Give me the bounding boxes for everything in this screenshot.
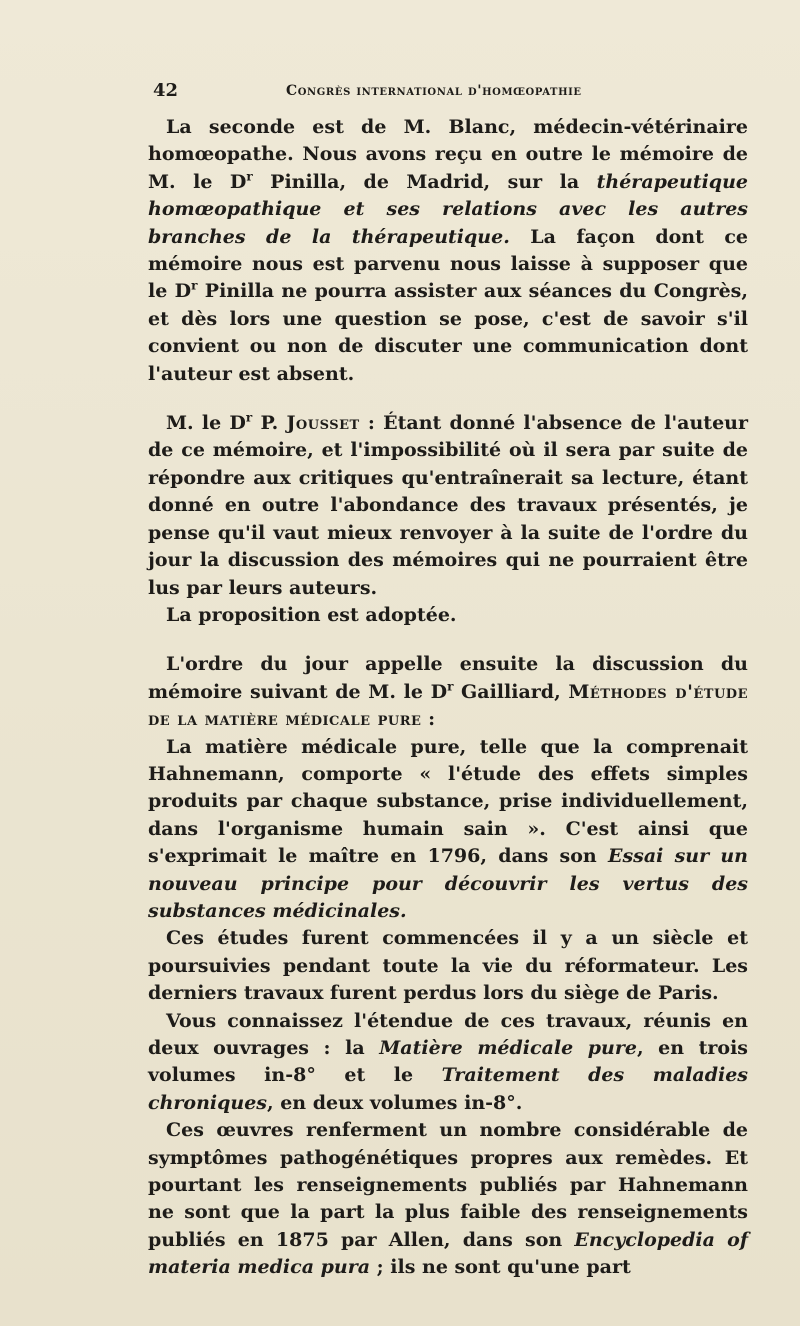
italic-title-essai: Essai sur un nouveau principe pour découvrir les vertus des substances médicinales. (148, 845, 748, 922)
italic-title-encyclopedia: Encyclopedia of materia medica pura (148, 1228, 748, 1279)
paragraph-oeuvres: Ces œuvres renferment un nombre considérable de symptômes pathogénétiques propres aux remèdes. Et pourtant les renseignements publiés par Hahnemann ne sont que la part la plus faible des renseignements publiés en 1875 par Allen, dans son Encyclopedia of materia medica pura ; ils ne sont qu'une part (148, 1119, 748, 1279)
page-number: 42 (153, 80, 179, 101)
paragraph-adopted: La proposition est adoptée. (166, 603, 457, 626)
speaker-name: Jousset (286, 412, 360, 435)
italic-title-matiere: Matière médicale pure (379, 1037, 637, 1059)
italic-title-traitement: Traitement des maladies chroniques (148, 1064, 749, 1114)
paragraph-ouvrages: Vous connaissez l'étendue de ces travaux, réunis en deux ouvrages : la Matière médicale pure, en trois volumes in-8° et le Traitement des maladies chroniques, en deux volumes in-8°. (148, 1009, 749, 1114)
italic-title-therapeutique: thérapeutique homœopathique et ses relations avec les autres branches de la thérapeutique. (148, 170, 748, 248)
paragraph-ordre: L'ordre du jour appelle ensuite la discussion du mémoire suivant de M. le $D^r$ Gailliard, Méthodes d'étude de la matière médicale pure : (148, 653, 748, 731)
memoire-title: Méthodes d'étude de la matière médicale pure (148, 680, 748, 731)
running-title: Congrès international d'homœopathie (286, 83, 582, 99)
page-header (150, 80, 750, 104)
paragraph-matiere: La matière médicale pure, telle que la comprenait Hahnemann, comporte « l'étude des effets simples produits par chaque substance, prise individuellement, dans l'organisme humain sain ». C'est ainsi que s'exprimait le maître en 1796, dans son Essai sur un nouveau principe pour découvrir les vertus des substances médicinales. (148, 735, 748, 922)
paragraph-etudes: Ces études furent commencées il y a un siècle et poursuivies pendant toute la vie du réformateur. Les derniers travaux furent perdus lors du siège de Paris. (148, 927, 748, 1005)
paragraph-seconde: La seconde est de M. Blanc, médecin-vétérinaire homœopathe. Nous avons reçu en outre le mémoire de M. le $D^r$ Pinilla, de Madrid, sur la thérapeutique homœopathique et ses relations avec les autres branches de la thérapeutique. La façon dont ce mémoire nous est parvenu nous laisse à supposer que le $D^r$ Pinilla ne pourra assister aux séances du Congrès, et dès lors une question se pose, c'est de savoir s'il convient ou non de discuter une communication dont l'auteur est absent. (148, 116, 748, 385)
paragraph-jousset: M. le $D^r$ P. Jousset : Étant donné l'absence de l'auteur de ce mémoire, et l'impossibilité où il sera par suite de répondre aux critiques qu'entraînerait sa lecture, étant donné en outre l'abondance des travaux présentés, je pense qu'il vaut mieux renvoyer à la suite de l'ordre du jour la discussion des mémoires qui ne pourraient être lus par leurs auteurs. (148, 410, 748, 599)
body-text (148, 114, 748, 1282)
